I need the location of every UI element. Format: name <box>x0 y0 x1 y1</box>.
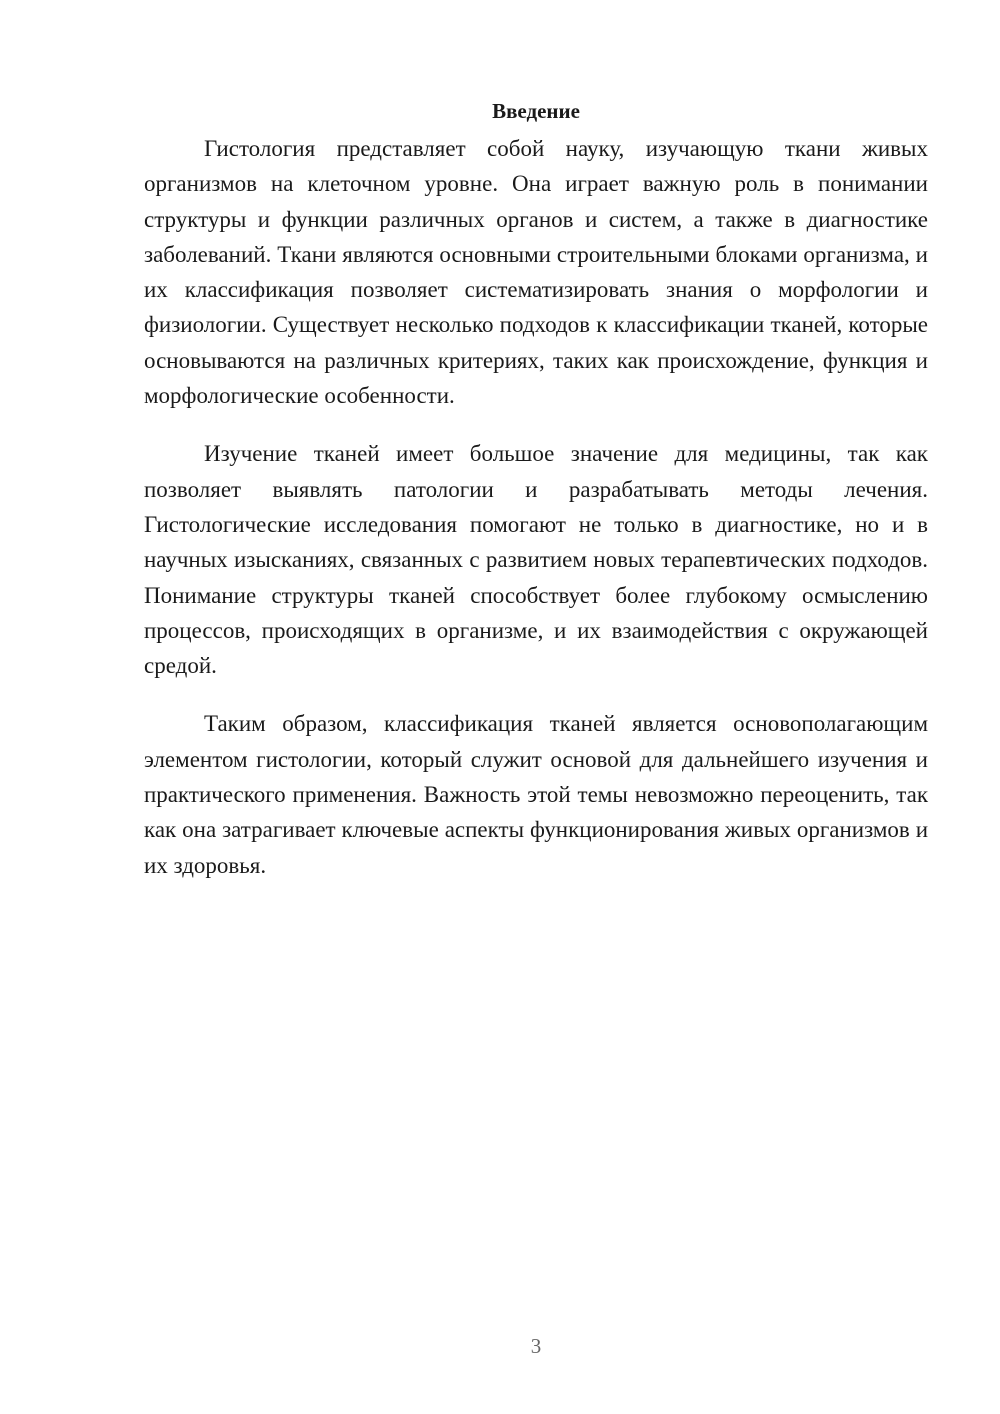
page-number: 3 <box>530 1334 542 1358</box>
paragraph-2: Изучение тканей имеет большое значение для медицины, так как позволяет выявлять патологии и разрабатывать методы лечения. Гистологические исследования помогают не только в диагностике, но и в научных изысканиях, связанных с развитием новых терапевтических подходов. Понимание структуры тканей способствует более глубокому осмыслению процессов, происходящих в организме, и их взаимодействия с окружающей средой. <box>144 441 928 679</box>
paragraph-1: Гистология представляет собой науку, изучающую ткани живых организмов на клеточном уровне. Она играет важную роль в понимании структуры и функции различных органов и систем, а также в диагностике заболеваний. Ткани являются основными строительными блоками организма, и их классификация позволяет систематизировать знания о морфологии и физиологии. Существует несколько подходов к классификации тканей, которые основываются на различных критериях, таких как происхождение, функция и морфологические особенности. <box>144 136 928 409</box>
section-heading: Введение <box>492 99 580 123</box>
paragraph-3: Таким образом, классификация тканей является основополагающим элементом гистологии, который служит основой для дальнейшего изучения и практического применения. Важность этой темы невозможно переоценить, так как она затрагивает ключевые аспекты функционирования живых организмов и их здоровья. <box>144 711 928 878</box>
page-content <box>144 96 928 906</box>
